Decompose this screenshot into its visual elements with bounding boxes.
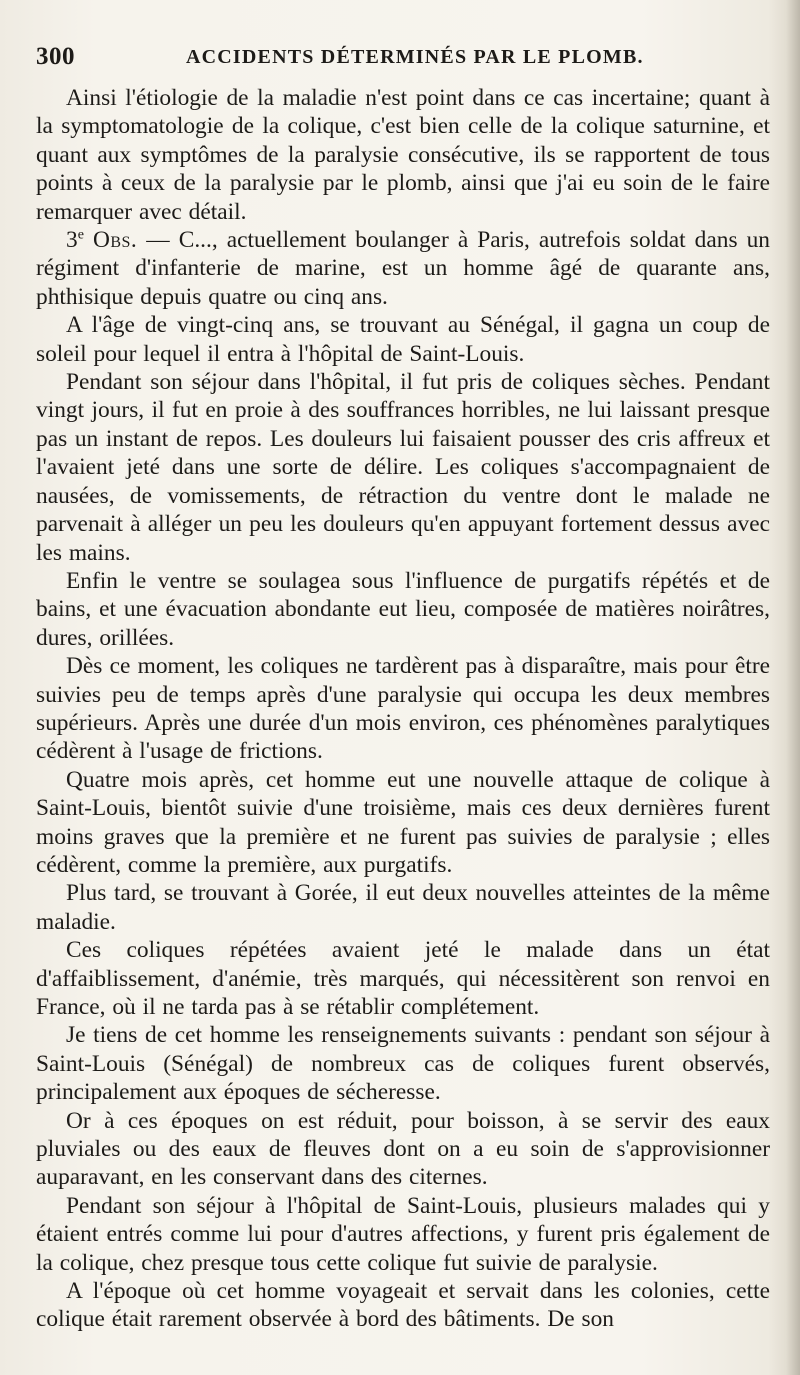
paragraph-senegal: A l'âge de vingt-cinq ans, se trouvant au Sénégal, il gagna un coup de soleil pour lequel il entra à l'hôpital de Saint-Louis. [36, 312, 770, 367]
paragraph-etiology: Ainsi l'étiologie de la maladie n'est point dans ce cas incertaine; quant à la symptomatologie de la colique, c'est bien celle de la colique saturnine, et quant aux symptômes de la paralysie consécutive, ils se rapportent de tous points à ceux de la paralysie par le plomb, ainsi que j'ai eu soin de le faire remarquer avec détail. [36, 85, 770, 225]
obs-label: Obs. [92, 227, 138, 254]
page-header [36, 40, 776, 74]
paragraph-other-patients: Pendant son séjour à l'hôpital de Saint-Louis, plusieurs malades qui y étaient entrés comme lui pour d'autres affections, y furent pris également de la colique, chez presque tous cette colique fut suivie de paralysie. [36, 1192, 770, 1276]
body-text [36, 84, 770, 1334]
running-title: ACCIDENTS DÉTERMINÉS PAR LE PLOMB. [186, 46, 644, 68]
obs-text: C..., actuellement boulanger à Paris, autrefois soldat dans un régiment d'infanterie de marine, est un homme âgé de quarante ans, phthisique depuis quatre ou cinq ans. [36, 227, 770, 310]
paragraph-hospital-colics: Pendant son séjour dans l'hôpital, il fut pris de coliques sèches. Pendant vingt jours, il fut en proie à des souffrances horribles, ne lui laissant presque pas un instant de repos. Les douleurs lui faisaient pousser des cris affreux et l'avaient jeté dans une sorte de délire. Les coliques s'accompagnaient de nausées, de vomissements, de rétraction du ventre dont le malade ne parvenait à alléger un peu les douleurs qu'en appuyant fortement dessus avec les mains. [36, 369, 770, 566]
paragraph-purgatives: Enfin le ventre se soulagea sous l'influence de purgatifs répétés et de bains, et une évacuation abondante eut lieu, composée de matières noirâtres, dures, orillées. [36, 567, 770, 651]
paragraph-goree: Plus tard, se trouvant à Gorée, il eut deux nouvelles atteintes de la même maladie. [36, 880, 770, 935]
paragraph-information: Je tiens de cet homme les renseignements suivants : pendant son séjour à Saint-Louis (Sénégal) de nombreux cas de coliques furent observés, principalement aux époques de sécheresse. [36, 1022, 770, 1106]
paragraph-paralysis: Dès ce moment, les coliques ne tardèrent pas à disparaître, mais pour être suivies peu de temps après d'une paralysie qui occupa les deux membres supérieurs. Après une durée d'un mois environ, ces phénomènes paralytiques cédèrent à l'usage de frictions. [36, 653, 770, 765]
obs-number: 3 [66, 227, 78, 254]
page-gutter-shadow [786, 0, 800, 1375]
paragraph-observation-3 [36, 226, 770, 311]
paragraph-colonies: A l'époque où cet homme voyageait et servait dans les colonies, cette colique était rarement observée à bord des bâtiments. De son [36, 1278, 770, 1333]
page-number: 300 [36, 43, 75, 70]
obs-ordinal-suffix: e [77, 226, 84, 243]
paragraph-new-attack: Quatre mois après, cet homme eut une nouvelle attaque de colique à Saint-Louis, bientôt suivie d'une troisième, mais ces deux dernières furent moins graves que la première et ne furent pas suivies de paralysie ; elles cédèrent, comme la première, aux purgatifs. [36, 766, 770, 878]
obs-dash: — [137, 227, 179, 254]
paragraph-anemia: Ces coliques répétées avaient jeté le malade dans un état d'affaiblissement, d'anémie, très marqués, qui nécessitèrent son renvoi en France, où il ne tarda pas à se rétablir complétement. [36, 937, 770, 1020]
paragraph-drought: Or à ces époques on est réduit, pour boisson, à se servir des eaux pluviales ou des eaux de fleuves dont on a eu soin de s'approvisionner auparavant, en les conservant dans des citernes. [36, 1107, 770, 1191]
